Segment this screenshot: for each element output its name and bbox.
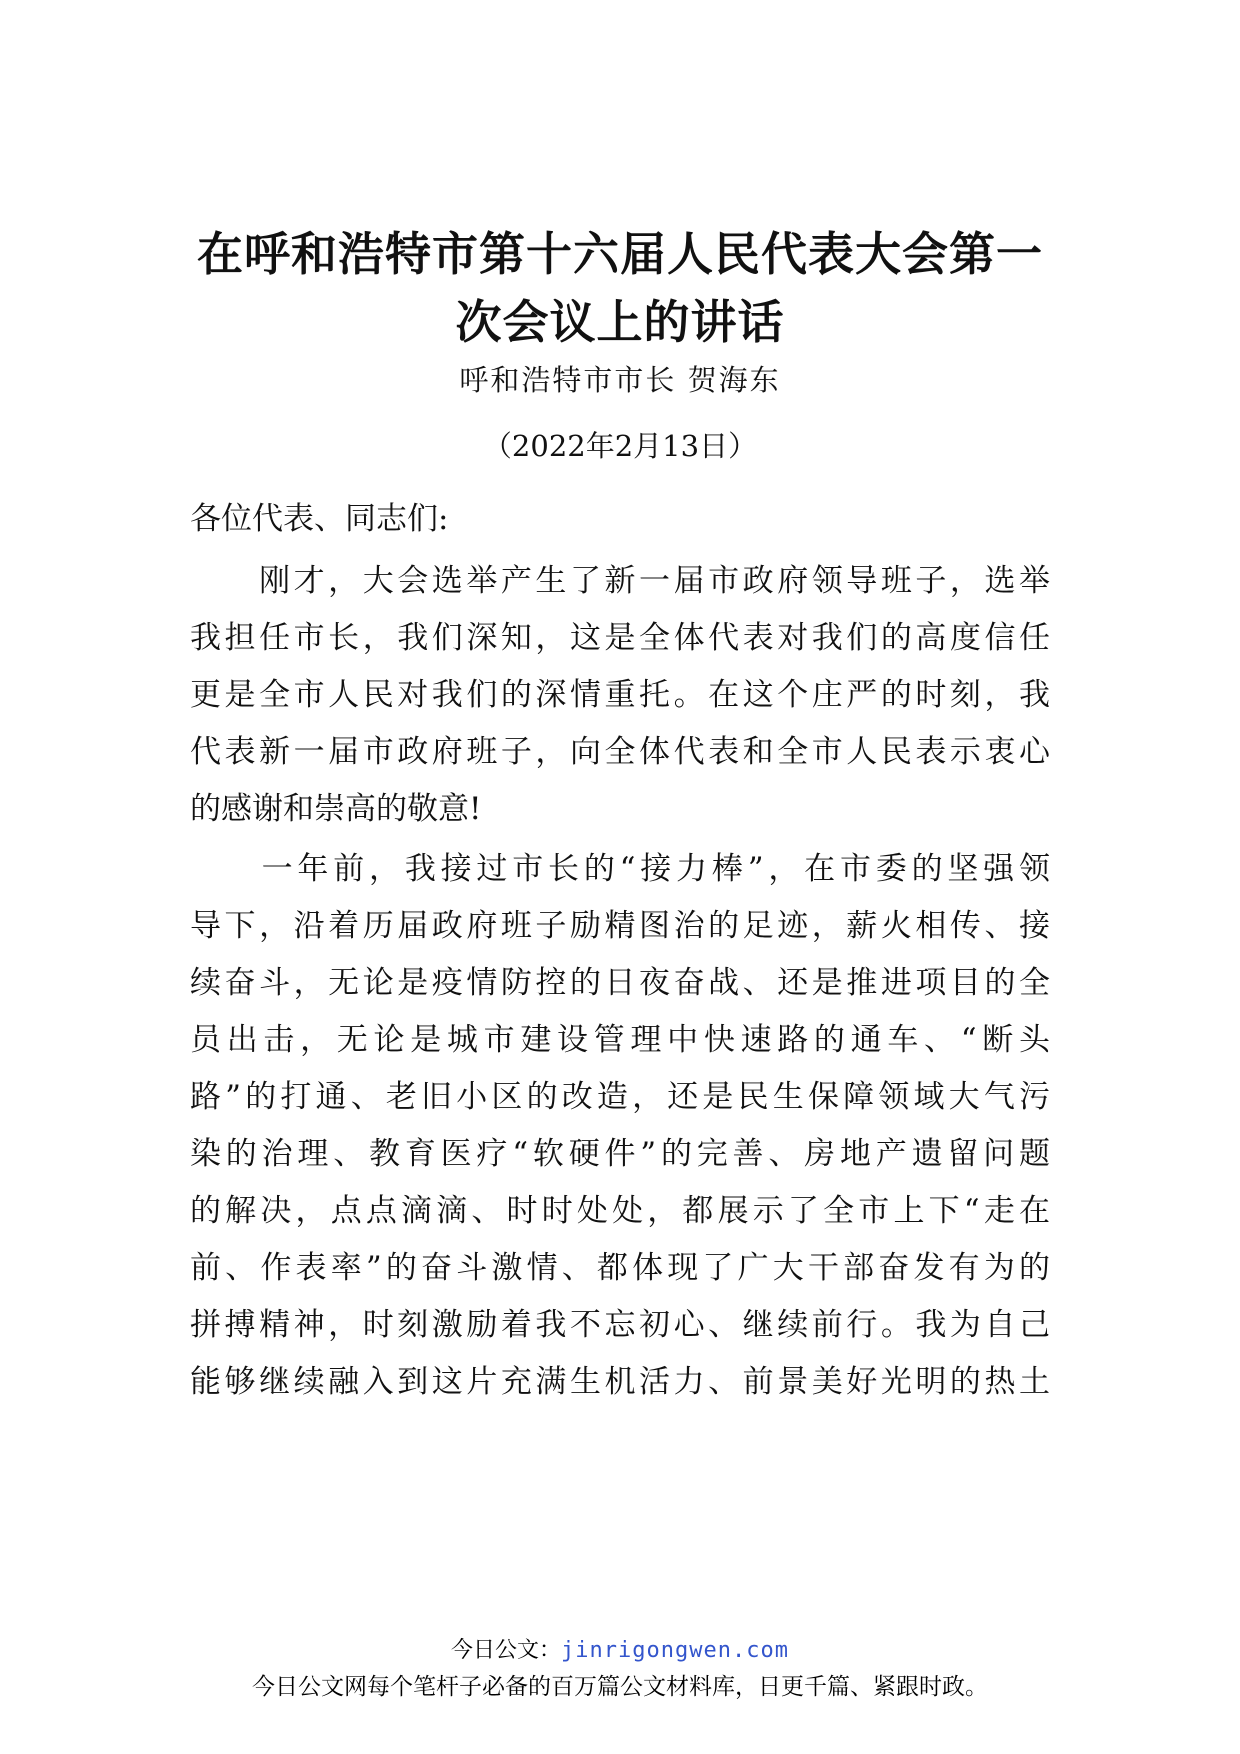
paragraph-2-line: 能够继续融入到这片充满生机活力、前景美好光明的热土 — [190, 1364, 1050, 1400]
paragraph-1-line: 刚才，大会选举产生了新一届市政府领导班子，选举 — [190, 563, 1050, 599]
footer-site-label: 今日公文： — [451, 1638, 562, 1663]
paragraph-2-line: 的解决，点点滴滴、时时处处，都展示了全市上下“走在 — [190, 1193, 1050, 1229]
paragraph-2-line: 染的治理、教育医疗“软硬件”的完善、房地产遗留问题 — [190, 1136, 1050, 1172]
footer-site-link[interactable]: jinrigongwen.com — [561, 1638, 789, 1663]
footer-site-line — [140, 1636, 1100, 1666]
document-title-line-2: 次会议上的讲话 — [455, 295, 785, 349]
paragraph-2-line: 导下，沿着历届政府班子励精图治的足迹，薪火相传、接 — [190, 908, 1050, 944]
paragraph-2-line: 路”的打通、老旧小区的改造，还是民生保障领域大气污 — [190, 1079, 1050, 1115]
author-line: 呼和浩特市市长 贺海东 — [459, 363, 781, 397]
paragraph-2-line: 一年前，我接过市长的“接力棒”，在市委的坚强领 — [190, 851, 1050, 887]
document-title-line-1: 在呼和浩特市第十六届人民代表大会第一 — [197, 227, 1043, 281]
paragraph-2-line: 续奋斗，无论是疫情防控的日夜奋战、还是推进项目的全 — [190, 965, 1050, 1001]
paragraph-2-line: 员出击，无论是城市建设管理中快速路的通车、“断头 — [190, 1022, 1050, 1058]
paragraph-1-line: 的感谢和崇高的敬意! — [190, 791, 482, 827]
paragraph-1-line: 我担任市长，我们深知，这是全体代表对我们的高度信任 — [190, 620, 1050, 656]
footer-tagline: 今日公文网每个笔杆子必备的百万篇公文材料库，日更千篇、紧跟时政。 — [252, 1674, 988, 1700]
paragraph-1-line: 代表新一届市政府班子，向全体代表和全市人民表示衷心 — [190, 734, 1050, 770]
salutation: 各位代表、同志们: — [190, 501, 449, 537]
paragraph-1-line: 更是全市人民对我们的深情重托。在这个庄严的时刻，我 — [190, 677, 1050, 713]
paragraph-2-line: 前、作表率”的奋斗激情、都体现了广大干部奋发有为的 — [190, 1250, 1050, 1286]
speech-date: （2022年2月13日） — [482, 429, 758, 463]
paragraph-2-line: 拼搏精神，时刻激励着我不忘初心、继续前行。我为自己 — [190, 1307, 1050, 1343]
